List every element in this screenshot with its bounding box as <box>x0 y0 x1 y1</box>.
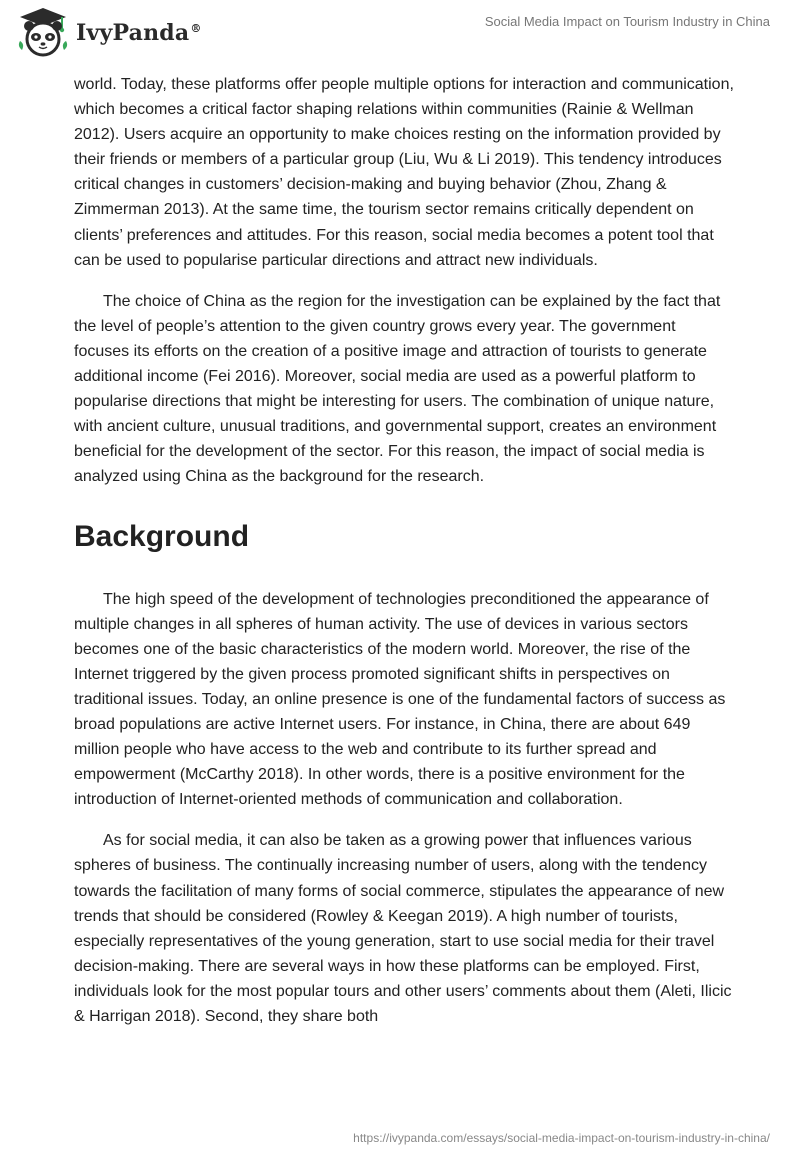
paragraph-2: The choice of China as the region for the investigation can be explained by the fact that the level of people’s attention to the given country grows every year. The government focuses its efforts on the creation of a positive image and attraction of tourists to generate additional income (Fei 2016). Moreover, social media are used as a powerful platform to popularise directions that might be interesting for users. The combination of unique nature, with ancient culture, unusual traditions, and governmental support, creates an environment beneficial for the development of the sector. For this reason, the impact of social media is analyzed using China as the background for the research. <box>74 292 721 486</box>
source-url[interactable]: https://ivypanda.com/essays/social-media-impact-on-tourism-industry-in-china/ <box>353 1131 770 1145</box>
section-heading-background: Background <box>74 519 250 553</box>
essay-body <box>74 72 734 1029</box>
paragraph-3: The high speed of the development of technologies preconditioned the appearance of multiple changes in all spheres of human activity. The use of devices in various sectors becomes one of the basic characteristics of the modern world. Moreover, the rise of the Internet triggered by the given process promoted significant shifts in perspectives on traditional issues. Today, an online presence is one of the fundamental factors of success as broad populations are active Internet users. For instance, in China, there are about 649 million people who have access to the web and contribute to its further spread and empowerment (McCarthy 2018). In other words, there is a positive environment for the introduction of Internet-oriented methods of communication and collaboration. <box>74 590 726 809</box>
paragraph-4: As for social media, it can also be taken as a growing power that influences various spheres of business. The continually increasing number of users, along with the tendency towards the facilitation of many forms of social commerce, stipulates the appearance of new trends that should be considered (Rowley & Keegan 2019). A high number of tourists, especially representatives of the young generation, start to use social media for their travel decision-making. There are several ways in how these platforms can be employed. First, individuals look for the most popular tours and other users’ comments about them (Aleti, Ilicic & Harrigan 2018). Second, they share both <box>74 832 732 1025</box>
ivypanda-logo[interactable] <box>14 6 202 58</box>
document-title: Social Media Impact on Tourism Industry in China <box>484 14 770 29</box>
paragraph-1: world. Today, these platforms offer people multiple options for interaction and communication, which becomes a critical factor shaping relations within communities (Rainie & Wellman 2012). Users acquire an opportunity to make choices resting on the information provided by their friends or members of a particular group (Liu, Wu & Li 2019). This tendency introduces critical changes in customers’ decision-making and buying behavior (Zhou, Zhang & Zimmerman 2013). At the same time, the tourism sector remains critically dependent on clients’ preferences and attitudes. For this reason, social media becomes a potent tool that can be used to popularise particular directions and attract new individuals. <box>74 76 734 269</box>
brand-name: IvyPanda® <box>76 20 202 46</box>
page-header <box>0 0 800 64</box>
panda-graduate-icon <box>14 6 72 58</box>
registered-mark: ® <box>190 21 202 35</box>
